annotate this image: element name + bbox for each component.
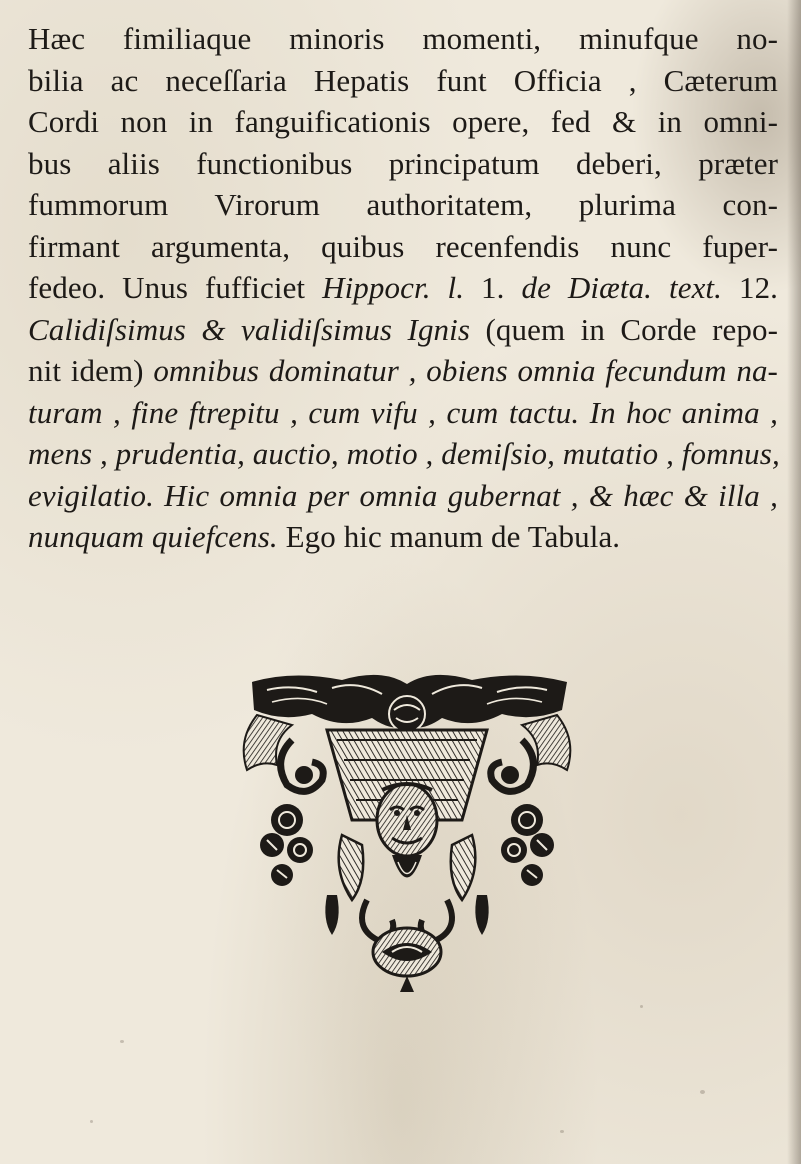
text-line	[28, 516, 778, 558]
paper-speck	[560, 1130, 564, 1133]
text-segment: bus aliis functionibus principatum deberi, præter	[28, 145, 778, 181]
text-segment: firmant argumenta, quibus recenfendis nunc fuper-	[28, 228, 778, 264]
text-segment: (quem in Corde repo-	[470, 311, 778, 347]
text-line	[28, 392, 778, 434]
text-line	[28, 309, 778, 351]
text-line	[28, 101, 778, 143]
text-line	[28, 60, 778, 102]
text-segment: 1.	[464, 270, 522, 305]
italic-text-segment: Hippocr. l.	[322, 270, 465, 305]
italic-text-segment: turam , fine ftrepitu , cum vifu , cum tactu. In hoc anima ,	[28, 394, 778, 430]
page-edge-shadow	[787, 0, 801, 1164]
paper-speck	[700, 1090, 705, 1094]
italic-text-segment: Calidiſsimus & validiſsimus Ignis	[28, 311, 471, 347]
text-segment: Ego hic manum de Tabula.	[277, 519, 621, 554]
italic-text-segment: evigilatio. Hic omnia per omnia gubernat , & hæc & illa ,	[28, 477, 778, 513]
text-segment: bilia ac neceſſaria Hepatis funt Officia , Cæterum	[28, 62, 778, 98]
text-line	[28, 350, 778, 392]
text-segment: fedeo. Unus fufficiet	[28, 270, 323, 305]
text-segment: Cordi non in fanguificationis opere, fed & in omni-	[28, 104, 778, 139]
italic-text-segment: de Diæta. text.	[521, 270, 722, 305]
text-segment: nit idem)	[28, 353, 154, 388]
text-line	[28, 267, 778, 309]
text-line	[28, 143, 778, 185]
body-text	[28, 18, 778, 558]
text-line	[28, 184, 778, 226]
italic-text-segment: omnibus dominatur , obiens omnia fecundum na-	[153, 353, 778, 388]
paper-speck	[640, 1005, 643, 1008]
paper-speck	[90, 1120, 93, 1123]
text-line	[28, 18, 778, 60]
tailpiece-ornament	[232, 670, 582, 995]
italic-text-segment: nunquam quiefcens.	[28, 519, 278, 554]
paper-speck	[120, 1040, 124, 1043]
italic-text-segment: mens , prudentia, auctio, motio , demiſsio, mutatio , fomnus,	[28, 436, 780, 471]
text-line	[28, 226, 778, 268]
text-segment: 12.	[722, 270, 779, 305]
woodcut-tailpiece-ornament-icon	[232, 670, 582, 995]
text-segment: fummorum Virorum authoritatem, plurima con-	[28, 187, 778, 222]
text-line	[28, 475, 778, 517]
text-line	[28, 433, 778, 475]
text-segment: Hæc fimiliaque minoris momenti, minufque no-	[28, 21, 778, 56]
